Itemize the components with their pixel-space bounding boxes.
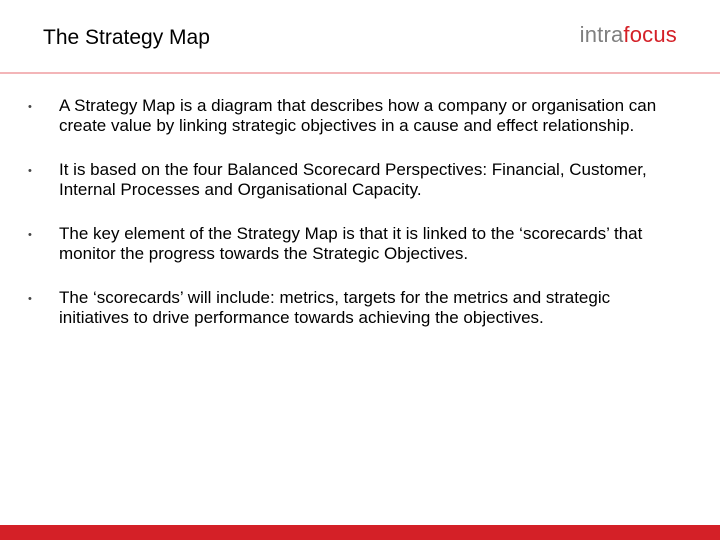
bullet-item [28,288,678,328]
bullet-icon: • [28,229,32,241]
bullet-text: A Strategy Map is a diagram that describes how a company or organisation can create value by linking strategic objectives in a cause and effect relationship. [59,96,657,135]
footer-accent-bar [0,525,720,540]
bullet-text: It is based on the four Balanced Scorecard Perspectives: Financial, Customer, Internal Processes and Organisational Capacity. [59,160,647,199]
bullet-item [28,224,678,264]
intrafocus-logo [580,22,677,48]
bullet-list [28,96,678,352]
bullet-text: The key element of the Strategy Map is that it is linked to the ‘scorecards’ that monitor the progress towards the Strategic Objectives. [59,224,643,263]
bullet-icon: • [28,101,32,113]
bullet-icon: • [28,165,32,177]
bullet-item [28,96,678,136]
logo-text-intra: intra [579,22,624,47]
logo-text-focus: focus [623,22,677,47]
bullet-icon: • [28,293,32,305]
bullet-item [28,160,678,200]
header-divider [0,72,720,74]
slide-title: The Strategy Map [43,26,210,49]
bullet-text: The ‘scorecards’ will include: metrics, targets for the metrics and strategic initiatives to drive performance towards achieving the objectives. [59,288,611,327]
